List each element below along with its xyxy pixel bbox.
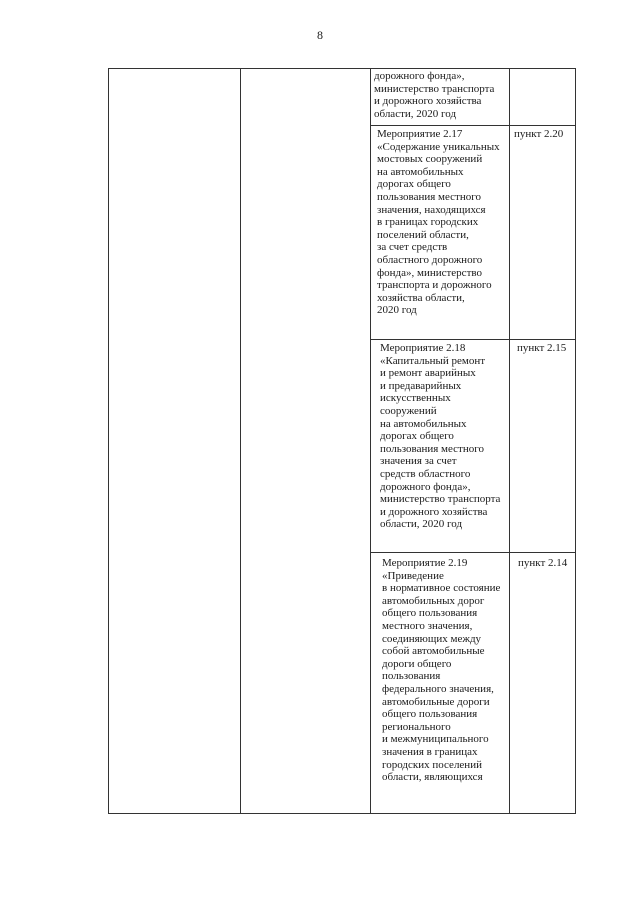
measure-2-19-ref: пункт 2.14	[518, 557, 568, 569]
measure-2-18-ref: пункт 2.15	[517, 342, 567, 354]
column-divider	[240, 68, 241, 814]
measure-2-18-text: Мероприятие 2.18 «Капитальный ремонт и ремонт аварийных и предаварийных искусственных сооружений на автомобильных дорогах общего пользования местного значения за счет средств областного дорожного фонда», министерство транспорта и дорожного хозяйства области, 2020 год	[380, 342, 501, 531]
table-border-left	[108, 68, 109, 814]
page-number: 8	[317, 28, 323, 42]
measure-2-17-text: Мероприятие 2.17 «Содержание уникальных мостовых сооружений на автомобильных дорогах общего пользования местного значения, находящихся в границах городских поселений области, за счет средств областного дорожного фонда», министерство транспорта и дорожного хозяйства области, 2020 год	[377, 128, 500, 317]
continuation-cell-text: дорожного фонда», министерство транспорта и дорожного хозяйства области, 2020 год	[374, 70, 495, 120]
table-border-right	[575, 68, 576, 814]
table-border-top	[108, 68, 576, 69]
column-divider	[509, 68, 510, 814]
measure-2-19-text: Мероприятие 2.19 «Приведение в нормативное состояние автомобильных дорог общего пользования местного значения, соединяющих между собой автомобильные дороги общего пользования федерального значения, автомобильные дороги общего пользования регионального и межмуниципального значения в границах городских поселений области, являющихся	[382, 557, 501, 784]
column-divider	[370, 68, 371, 814]
row-divider	[370, 339, 576, 340]
row-divider	[370, 125, 576, 126]
table-border-bottom	[108, 813, 576, 814]
measure-2-17-ref: пункт 2.20	[514, 128, 564, 140]
row-divider	[370, 552, 576, 553]
